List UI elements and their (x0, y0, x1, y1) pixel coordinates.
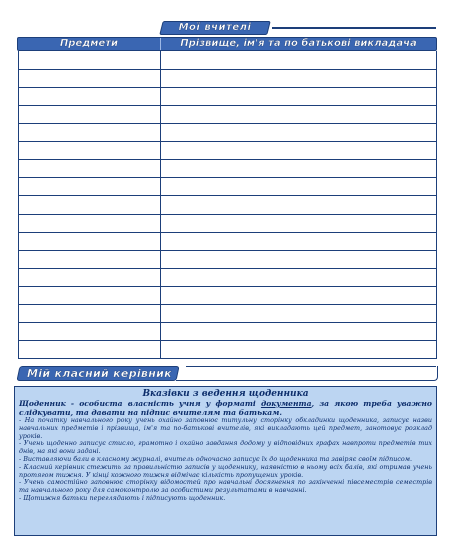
subjects-column-header: Предмети (59, 38, 119, 49)
table-row-line (19, 322, 436, 323)
guidelines-intro-text-end: , за якою треба уважно слідкувати, та давати на підпис вчителям та батькам. (19, 399, 432, 417)
table-row-line (19, 159, 436, 160)
column-divider (160, 51, 161, 358)
diary-guidelines-box (14, 386, 437, 536)
table-row-line (19, 286, 436, 287)
guidelines-intro (19, 399, 432, 417)
table-row-line (19, 340, 436, 341)
my-teachers-title: Мої вчителі (178, 22, 252, 33)
table-row-line (19, 105, 436, 106)
document-link[interactable]: документа (260, 399, 312, 408)
table-row-line (19, 304, 436, 305)
table-row-line (19, 123, 436, 124)
guideline-item: - Виставляючи бали в класному журналі, вчитель одночасно записує їх до щоденника та завіряє своїм підписом. (19, 454, 413, 463)
class-teacher-field[interactable] (176, 366, 438, 381)
class-teacher-banner (16, 366, 179, 381)
guideline-item: - Учень щоденно записує стисло, грамотно і охайно завдання додому у відповідних графах навпроти предметів тих днів, на які вони задані. (19, 439, 432, 456)
table-row-line (19, 268, 436, 269)
my-teachers-banner (159, 21, 270, 35)
banner-rule (272, 27, 436, 29)
guideline-item: - Класний керівник стежить за правильністю записів у щоденнику, наявністю в ньому всіх балів, які отримав учень протягом тижня. У кінці кожного тижня відмічає кількість пропущених уроків. (19, 462, 432, 479)
table-row-line (19, 141, 436, 142)
guideline-item: - Учень самостійно заповнює сторінку відомостей про навчальні досягнення по закінченні півсеместрів семестрів та навчального року для самоконтролю за особистими результатами в навчанні. (19, 478, 432, 495)
table-row-line (19, 195, 436, 196)
table-row-line (19, 177, 436, 178)
class-teacher-label: Мій класний керівник (27, 367, 172, 380)
teacher-column-header: Прізвище, ім'я та по батькові викладача (160, 38, 436, 50)
table-row-line (19, 250, 436, 251)
guideline-item: - На початку навчального року учень охайно заповнює титульну сторінку обкладинки щоденника, записує назви навчальних предметів і прізвища, ім'я та по-батькові вчителів, які викладають цей предмет, занотовує розклад уроків. (19, 416, 432, 440)
teachers-table-header (17, 37, 437, 51)
table-row-line (19, 69, 436, 70)
table-row-line (19, 232, 436, 233)
guideline-item: - Щотижня батьки переглядають і підписують щоденник. (19, 493, 226, 502)
table-row-line (19, 214, 436, 215)
guidelines-title: Вказівки з ведення щоденника (142, 389, 309, 399)
teachers-table-body[interactable] (18, 51, 437, 359)
guidelines-intro-text: Щоденник - особиста власність учня у форматі (19, 399, 261, 408)
table-row-line (19, 87, 436, 88)
